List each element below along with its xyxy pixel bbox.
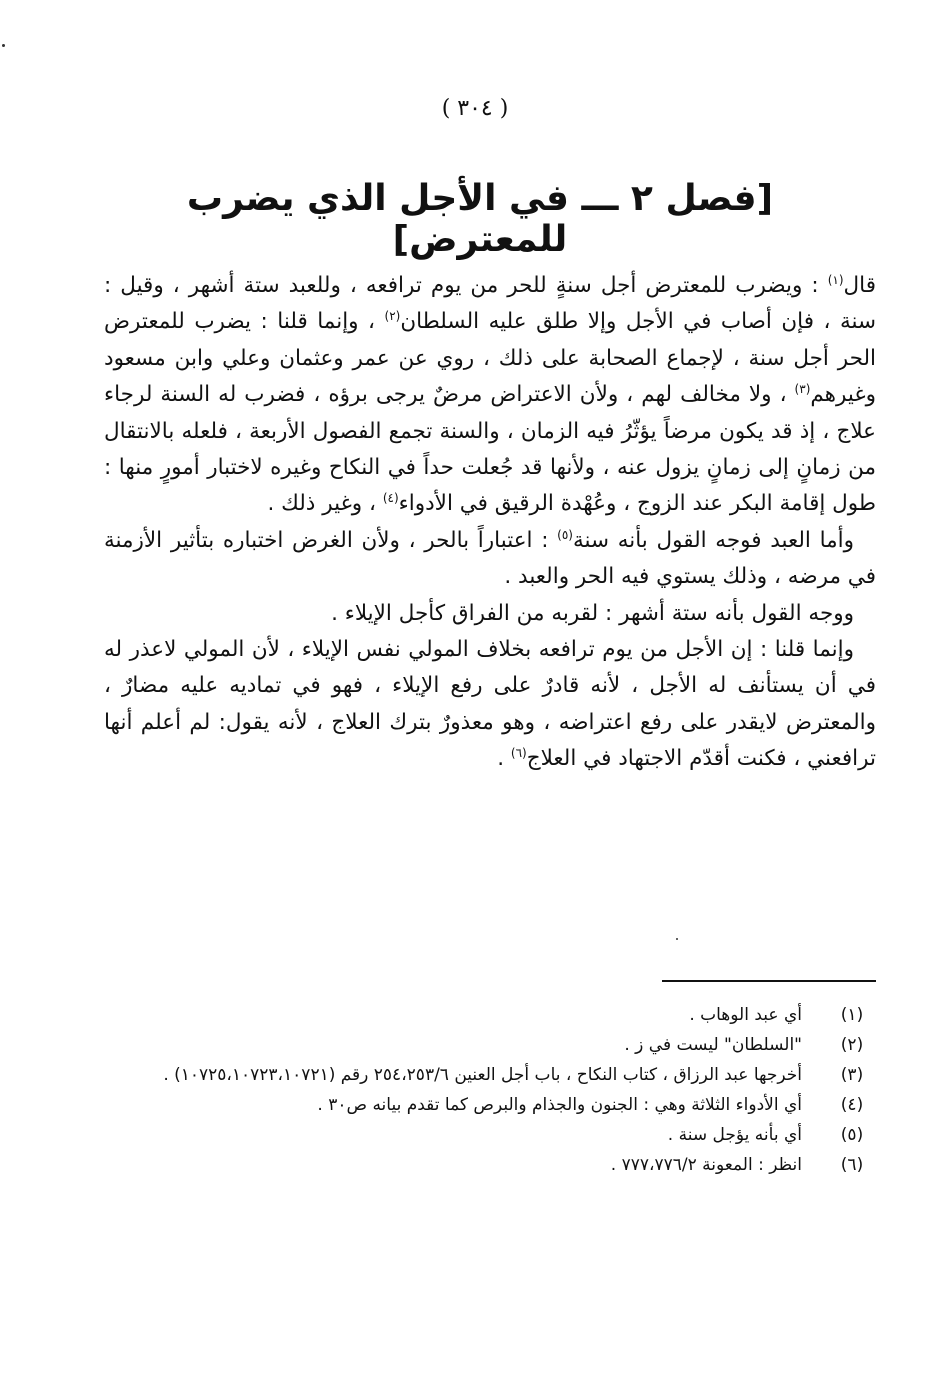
paragraph [104,268,876,523]
text-segment: ، وإنما قلنا : يضرب للمعترض الحر أجل سنة ، لإجماع الصحابة على ذلك ، روي عن عمر وعثمان وعلي وابن مسعود وغيرهم [104,309,876,408]
footnote-number: (٢) [840,1035,864,1055]
scan-speck [676,938,678,940]
footnote [106,1120,878,1150]
footnote-number: (٣) [840,1065,864,1085]
text-segment: قال [843,273,876,298]
chapter-title: [فصل ٢ ـــ في الأجل الذي يضرب للمعترض] [186,178,774,260]
footnote [106,1060,878,1090]
footnote-number: (٦) [840,1155,864,1175]
footnote-text: أي عبد الوهاب . [689,1005,802,1025]
paragraph [104,523,876,596]
footnote-ref: (٥) [557,527,573,542]
footnote-ref: (٣) [794,382,811,397]
paragraph [104,632,876,778]
footnote-text: أي الأدواء الثلاثة وهي : الجنون والجذام والبرص كما تقدم بيانه ص٣٠ . [317,1095,802,1115]
text-segment: ، ولا مخالف لهم ، ولأن الاعتراض مرضٌ يرجى برؤه ، فضرب له السنة لرجاء علاج ، إذ قد يكون مرضاً يؤثّرُ فيه الزمان ، والسنة تجمع الفصول الأربعة ، فلعله بالانتقال من زمانٍ إلى زمانٍ يزول عنه ، ولأنها قد جُعلت حداً في النكاح وغيره لاختبار أمورٍ منها : طول إقامة البكر عند الزوج ، وعُهْدة الرقيق في الأدواء [104,382,876,517]
text-segment: وإنما قلنا : إن الأجل من يوم ترافعه بخلاف المولي نفس الإيلاء ، لأن المولي لاعذر له في أن يستأنف له الأجل ، لأنه قادرٌ على رفع الإيلاء ، فهو في تماديه عليه مضارٌ ، والمعترض لايقدر على رفع اعتراضه ، وهو معذورٌ بترك العلاج ، لأنه يقول: لم أعلم أنها ترافعني ، فكنت أقدّم الاجتهاد في العلاج [104,637,876,772]
text-segment: : اعتباراً بالحر ، ولأن الغرض اختباره بتأثير الأزمنة في مرضه ، وذلك يستوي فيه الحر والعبد . [104,527,876,590]
text-segment: وأما العبد فوجه القول بأنه سنة [572,527,854,553]
footnote-text: أي بأنه يؤجل سنة . [667,1125,802,1145]
footnote-text: انظر : المعونة ٧٧٧،٧٧٦/٢ . [610,1155,802,1175]
text-segment: ، وغير ذلك . [267,491,383,517]
footnote-number: (٤) [840,1095,864,1115]
footnote [106,1000,878,1030]
footnote-number: (١) [840,1005,864,1025]
text-segment: ووجه القول بأنه ستة أشهر : لقربه من الفراق كأجل الإيلاء . [331,600,854,626]
footnote-ref: (١) [827,272,844,287]
footnote-separator [662,980,876,982]
footnote-ref: (٢) [384,309,401,324]
scan-speck [2,44,5,47]
footnote-ref: (٤) [382,491,399,506]
footnote-text: أخرجها عبد الرزاق ، كتاب النكاح ، باب أجل العنين ٢٥٤،٢٥٣/٦ رقم (١٠٧٢٥،١٠٧٢٣،١٠٧٢١) . [163,1065,802,1085]
footnote-ref: (٦) [510,746,527,761]
paragraph [104,596,876,632]
text-segment: . [497,746,511,772]
page-number: ( ٣٠٤ ) [441,96,509,121]
footnote [106,1090,878,1120]
text-segment: : ويضرب للمعترض أجل سنةٍ للحر من يوم ترافعه ، وللعبد ستة أشهر ، وقيل : سنة ، فإن أصاب في الأجل وإلا طلق عليه السلطان [104,273,876,335]
footnote [106,1030,878,1060]
footnote-text: "السلطان" ليست في ز . [624,1035,802,1055]
footnote-number: (٥) [840,1125,864,1145]
footnote [106,1150,878,1180]
footnotes [106,1000,878,1180]
body-text [104,268,876,778]
